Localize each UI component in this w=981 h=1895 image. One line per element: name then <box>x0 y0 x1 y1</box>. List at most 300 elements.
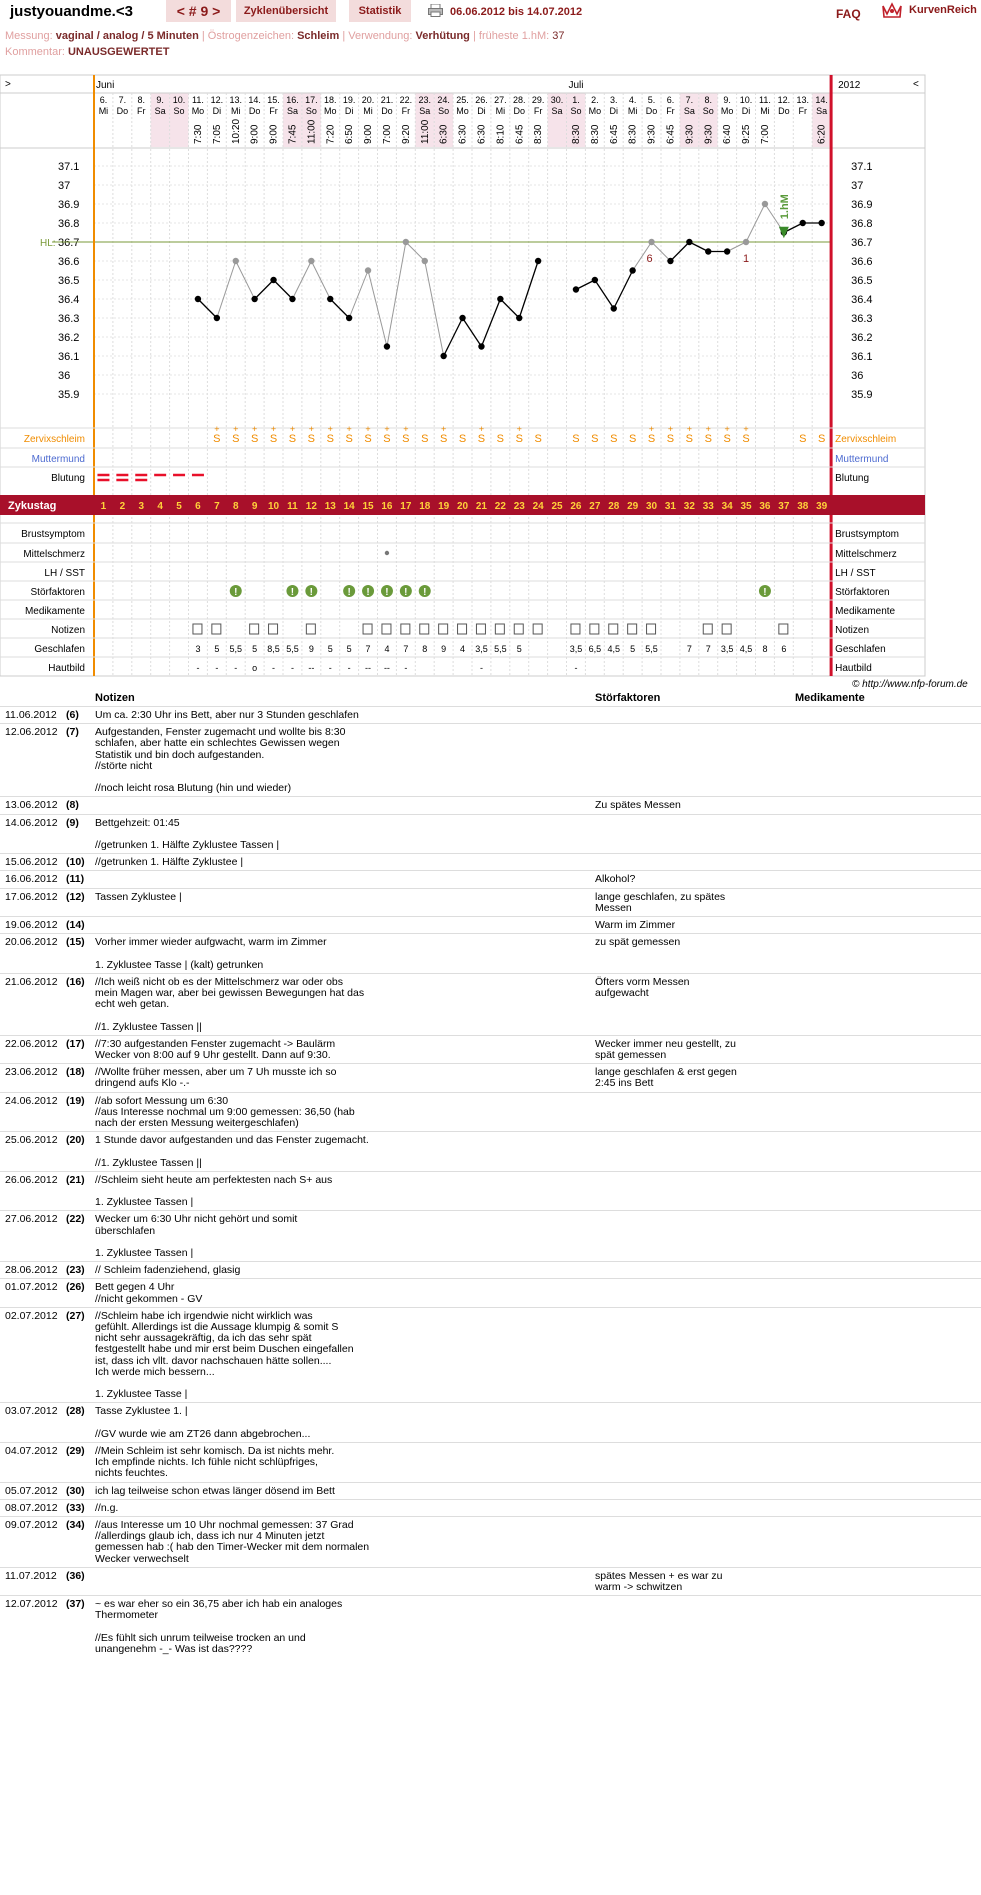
cycle-day-number: 33 <box>702 501 714 512</box>
note-row <box>0 723 981 797</box>
weekday-label: Mo <box>323 106 337 116</box>
cycle-day-number: 27 <box>589 501 601 512</box>
note-icon <box>250 624 259 634</box>
note-day: (17) <box>66 1037 85 1050</box>
time-label: 11:00 <box>306 119 318 144</box>
disturbance-icon-mark: ! <box>366 587 370 598</box>
y-tick-label: 35.9 <box>58 389 80 401</box>
skin-mark: - <box>479 663 483 673</box>
disturbance-icon-mark: ! <box>423 587 427 598</box>
mucus-symbol: S <box>647 433 656 445</box>
weekday-label: Do <box>381 106 393 116</box>
disturbance-icon-mark: ! <box>290 587 295 598</box>
cycle-day-number: 19 <box>438 501 450 512</box>
sleep-hours: 4 <box>460 644 466 654</box>
note-date: 24.06.2012 <box>5 1094 58 1107</box>
note-row <box>0 853 981 871</box>
note-stoerfaktor: Öfters vorm Messen aufgewacht <box>595 975 693 999</box>
note-row <box>0 1442 981 1483</box>
note-stoerfaktor: zu spät gemessen <box>595 936 681 949</box>
cycle-day-number: 32 <box>683 501 695 512</box>
weekday-label: Mo <box>720 106 734 116</box>
note-date: 11.07.2012 <box>5 1569 57 1582</box>
sleep-hours: 6,5 <box>588 644 602 654</box>
temp-point <box>459 315 465 321</box>
weekday-label: So <box>173 106 185 116</box>
weekday-label: So <box>438 106 450 116</box>
note-icon <box>212 624 221 634</box>
note-day: (12) <box>66 890 85 903</box>
time-label: 7:00 <box>381 124 393 144</box>
mucus-symbol: S <box>288 433 297 445</box>
y-tick-label-right: 35.9 <box>851 389 873 401</box>
mucus-symbol: S <box>685 433 694 445</box>
weekday-label: Fr <box>401 106 411 116</box>
time-label: 6:30 <box>476 124 488 144</box>
y-tick-label: 36.2 <box>58 332 80 344</box>
weekday-label: Fr <box>269 106 278 116</box>
mucus-plus: + <box>403 424 409 434</box>
disturbance-icon-mark: ! <box>309 587 314 598</box>
weekday-label: Sa <box>419 106 431 116</box>
time-label: 8:30 <box>589 124 601 144</box>
mucus-plus: + <box>478 424 485 434</box>
note-date: 20.06.2012 <box>5 936 58 949</box>
mucus-symbol: S <box>232 433 240 445</box>
note-icon <box>647 624 656 634</box>
row-label-geschlafen: Geschlafen <box>34 644 85 655</box>
time-label: 9:00 <box>249 124 261 144</box>
y-tick-label: 36.3 <box>58 313 80 325</box>
date-label: 4. <box>628 95 637 105</box>
note-icon <box>703 624 712 634</box>
y-tick-label: 37.1 <box>58 161 80 173</box>
row-label-muttermund: Muttermund <box>31 454 85 465</box>
row-label-right-schleim: Zervixschleim <box>835 434 897 445</box>
note-row <box>0 1131 981 1172</box>
temp-point <box>592 277 598 283</box>
messung-value: vaginal / analog / 5 Minuten <box>55 30 199 42</box>
y-tick-label: 36.6 <box>58 256 80 268</box>
date-label: 6. <box>666 95 675 105</box>
note-day: (15) <box>66 936 85 949</box>
weekday-label: Sa <box>286 106 298 116</box>
row-label-zyklustag: Zykustag <box>8 500 57 512</box>
note-text: //Schleim sieht heute am perfektesten nach S+ aus 1. Zyklustee Tassen | <box>95 1173 333 1209</box>
row-label-right-blutung: Blutung <box>835 473 870 484</box>
note-stoerfaktor: Warm im Zimmer <box>595 919 676 931</box>
mucus-symbol: S <box>345 433 353 445</box>
mucus-symbol: S <box>439 433 448 445</box>
weekday-label: Mi <box>363 106 373 116</box>
kommentar-label: Kommentar: <box>5 46 65 58</box>
time-label: 9:00 <box>363 124 375 144</box>
cycle-day-number: 6 <box>195 501 201 512</box>
time-label: 6:45 <box>608 124 620 144</box>
y-tick-label-right: 36.3 <box>851 313 873 325</box>
mucus-symbol: S <box>799 433 807 445</box>
temp-point <box>648 239 654 245</box>
note-date: 12.06.2012 <box>5 726 58 739</box>
note-day: (14) <box>66 919 85 931</box>
sleep-hours: 3,5 <box>569 644 583 654</box>
note-icon <box>533 624 542 634</box>
note-day: (33) <box>66 1501 85 1514</box>
sleep-hours: 4,5 <box>739 644 753 654</box>
date-label: 10. <box>739 95 753 105</box>
temp-point <box>384 343 390 349</box>
cycle-day-number: 24 <box>532 501 544 512</box>
sleep-hours: 7 <box>403 644 409 654</box>
note-day: (28) <box>66 1405 85 1418</box>
date-label: 14. <box>248 95 261 105</box>
cycle-day-number: 16 <box>381 501 393 512</box>
mucus-symbol: S <box>402 433 410 445</box>
skin-mark: -- <box>308 663 315 673</box>
nav-left-arrow: > <box>5 79 11 90</box>
date-label: 10. <box>172 95 186 105</box>
cycle-day-number: 7 <box>214 501 220 512</box>
temp-point <box>724 248 730 254</box>
weekday-label: Do <box>645 106 658 116</box>
skin-mark: o <box>252 663 258 673</box>
weekday-label: Mi <box>627 106 638 116</box>
note-date: 11.06.2012 <box>5 709 57 721</box>
cycle-nav-tab[interactable]: < # 9 > <box>166 0 231 22</box>
mucus-plus: + <box>289 424 296 434</box>
skin-mark: - <box>328 663 332 673</box>
note-row <box>0 814 981 855</box>
note-row <box>0 888 981 917</box>
weekday-label: Fr <box>798 106 807 116</box>
mucus-symbol: S <box>817 433 826 445</box>
date-label: 7. <box>118 95 127 105</box>
note-day: (34) <box>66 1519 85 1531</box>
note-icon <box>476 624 485 634</box>
brand-name[interactable]: KurvenReich <box>909 4 977 16</box>
sleep-hours: 7 <box>686 644 692 654</box>
y-tick-label: 36.7 <box>58 237 80 249</box>
date-label: 7. <box>685 95 694 105</box>
date-label: 23. <box>418 95 432 105</box>
sleep-hours: 5 <box>516 644 522 654</box>
note-date: 03.07.2012 <box>5 1405 58 1418</box>
date-range: 06.06.2012 bis 14.07.2012 <box>450 6 583 18</box>
copyright: © http://www.nfp-forum.de <box>852 679 968 690</box>
note-day: (6) <box>66 709 79 721</box>
time-label: 9:25 <box>741 124 753 144</box>
month-label: Juni <box>96 80 115 91</box>
cycle-day-number: 2 <box>119 501 126 512</box>
weekday-label: Do <box>248 106 261 116</box>
row-label-stoerfaktoren: Störfaktoren <box>30 587 85 598</box>
mucus-plus: + <box>705 424 711 434</box>
note-date: 08.07.2012 <box>5 1501 58 1514</box>
temp-point <box>346 315 352 321</box>
cycle-overview-tab[interactable]: Zyklenübersicht <box>236 0 336 22</box>
weekday-label: Fr <box>666 106 675 116</box>
row-label-blutung: Blutung <box>51 473 85 484</box>
time-label: 8:30 <box>627 124 639 144</box>
cycle-day-number: 35 <box>740 501 752 512</box>
cycle-day-number: 39 <box>816 501 828 512</box>
note-icon <box>609 624 618 634</box>
sleep-hours: 9 <box>308 644 314 654</box>
cycle-day-number: 34 <box>721 501 733 512</box>
weekday-label: Fr <box>137 106 146 116</box>
y-tick-label: 36.1 <box>58 351 80 363</box>
temp-point <box>365 267 371 273</box>
note-icon <box>590 624 599 634</box>
weekday-label: Mi <box>231 106 241 116</box>
date-label: 6. <box>99 95 108 105</box>
note-row <box>0 933 981 974</box>
disturbance-icon-mark: ! <box>385 587 389 598</box>
cycle-day-number: 5 <box>176 501 182 512</box>
skin-mark: - <box>290 663 294 673</box>
temp-point <box>440 353 446 359</box>
time-label: 6:45 <box>665 124 677 144</box>
weekday-label: Mo <box>588 106 602 116</box>
note-text: //n.g. <box>95 1501 119 1514</box>
note-day: (7) <box>66 726 79 739</box>
note-text: ~ es war eher so ein 36,75 aber ich hab ein analoges Thermometer //Es fühlt sich unrum teilweise trocken an und unangenehm -_- Was ist das???? <box>95 1598 343 1655</box>
note-row <box>0 1307 981 1404</box>
cycle-day-number: 4 <box>157 501 163 512</box>
row-label-right-muttermund: Muttermund <box>835 454 889 465</box>
sleep-hours: 4 <box>384 644 390 654</box>
mucus-plus: + <box>648 424 655 434</box>
cycle-chart <box>0 0 981 690</box>
note-row <box>0 1595 981 1658</box>
weekday-label: Di <box>212 106 222 116</box>
note-icon <box>420 624 429 634</box>
weekday-label: Mo <box>456 106 469 116</box>
y-tick-label-right: 36.8 <box>851 218 873 230</box>
temp-point <box>573 286 579 292</box>
cycle-day-number: 30 <box>645 501 658 512</box>
cycle-day-number: 38 <box>797 501 809 512</box>
note-date: 09.07.2012 <box>5 1519 58 1531</box>
oestrogen-label: Östrogenzeichen: <box>207 30 294 42</box>
note-row <box>0 1278 981 1307</box>
note-row <box>0 916 981 934</box>
note-day: (30) <box>66 1484 85 1497</box>
note-day: (9) <box>66 816 79 829</box>
time-label: 9:30 <box>703 124 715 144</box>
mucus-plus: + <box>327 424 333 434</box>
temp-point <box>743 239 749 245</box>
row-label-schleim: Zervixschleim <box>23 434 85 445</box>
note-date: 26.06.2012 <box>5 1173 58 1186</box>
mucus-symbol: S <box>364 433 372 445</box>
weekday-label: Mi <box>760 106 770 116</box>
row-label-right-stoerfaktoren: Störfaktoren <box>835 587 890 598</box>
note-date: 16.06.2012 <box>5 873 58 886</box>
weekday-label: Di <box>741 106 751 116</box>
date-label: 24. <box>437 95 450 105</box>
row-label-right-medikamente: Medikamente <box>835 606 896 617</box>
mucus-plus: + <box>743 424 749 434</box>
note-icon <box>779 624 788 634</box>
mucus-symbol: S <box>383 433 391 445</box>
note-date: 19.06.2012 <box>5 919 58 931</box>
statistics-tab[interactable]: Statistik <box>349 0 411 22</box>
note-row <box>0 1171 981 1212</box>
note-text: Aufgestanden, Fenster zugemacht und wollte bis 8:30 schlafen, aber hatte ein schlechtes Gewissen wegen Statistik und bin doch aufgestanden. //störte nicht //noch leicht rosa Blutung (hin und wieder) <box>95 726 346 795</box>
weekday-label: So <box>305 106 317 116</box>
note-date: 15.06.2012 <box>5 856 58 869</box>
note-date: 05.07.2012 <box>5 1484 58 1497</box>
y-tick-label: 36.9 <box>58 199 80 211</box>
note-text: Vorher immer wieder aufgwacht, warm im Zimmer 1. Zyklustee Tasse | (kalt) getrunken <box>95 936 327 971</box>
note-row <box>0 1402 981 1443</box>
month-label: Juli <box>568 80 584 91</box>
sleep-hours: 4,5 <box>607 644 621 654</box>
note-icon <box>269 624 278 634</box>
cycle-day-number: 1 <box>100 501 107 512</box>
y-tick-label: 36.4 <box>58 294 80 306</box>
note-icon <box>382 624 391 634</box>
note-date: 17.06.2012 <box>5 890 58 903</box>
mucus-symbol: S <box>307 433 316 445</box>
note-date: 23.06.2012 <box>5 1066 58 1079</box>
note-text: Bett gegen 4 Uhr //nicht gekommen - GV <box>95 1281 203 1305</box>
nav-right-arrow: < <box>913 79 919 90</box>
time-label: 8:10 <box>495 124 507 144</box>
cycle-day-number: 29 <box>627 501 639 512</box>
note-day: (20) <box>66 1134 85 1147</box>
skin-mark: - <box>574 663 578 673</box>
time-label: 7:30 <box>192 124 204 144</box>
date-label: 2. <box>591 95 599 105</box>
sleep-hours: 5 <box>214 644 220 654</box>
note-text: //Wollte früher messen, aber um 7 Uh musste ich so dringend aufs Klo -.- <box>95 1066 337 1090</box>
cycle-day-number: 22 <box>494 501 506 512</box>
note-day: (21) <box>66 1173 85 1186</box>
sleep-hours: 5,5 <box>229 644 243 654</box>
mucus-symbol: S <box>477 433 486 445</box>
sleep-hours: 3,5 <box>475 644 488 654</box>
note-day: (10) <box>66 856 85 869</box>
mucus-plus: + <box>252 424 258 434</box>
mucus-symbol: S <box>610 433 618 445</box>
note-icon <box>363 624 372 634</box>
faq-link[interactable]: FAQ <box>836 7 861 21</box>
row-label-right-geschlafen: Geschlafen <box>835 644 886 655</box>
mucus-plus: + <box>516 424 522 434</box>
date-label: 21. <box>380 95 394 105</box>
temp-point <box>214 315 220 321</box>
temp-point <box>800 220 806 226</box>
mucus-plus: + <box>724 424 730 434</box>
note-icon <box>495 624 504 634</box>
note-stoerfaktor: lange geschlafen, zu spätes Messen <box>595 890 726 914</box>
note-text: Bettgehzeit: 01:45 //getrunken 1. Hälfte Zyklustee Tassen | <box>95 816 280 851</box>
note-icon <box>439 624 448 634</box>
mucus-symbol: S <box>269 433 278 445</box>
row-label-medikamente: Medikamente <box>24 606 85 617</box>
mucus-symbol: S <box>572 433 580 445</box>
weekday-label: So <box>570 106 582 116</box>
weekday-label: Do <box>778 106 790 116</box>
note-text: // Schleim fadenziehend, glasig <box>95 1264 241 1277</box>
cycle-day-number: 31 <box>664 501 677 512</box>
sleep-hours: 7 <box>705 644 711 654</box>
temp-point <box>762 201 768 207</box>
disturbance-icon-mark: ! <box>347 587 351 598</box>
cycle-day-number: 14 <box>343 501 355 512</box>
temp-point <box>233 258 239 264</box>
note-icon <box>628 624 637 634</box>
skin-mark: - <box>196 663 200 673</box>
note-text: 1 Stunde davor aufgestanden und das Fenster zugemacht. //1. Zyklustee Tassen || <box>95 1134 369 1169</box>
note-row <box>0 1261 981 1279</box>
note-text: //aus Interesse um 10 Uhr nochmal gemessen: 37 Grad //allerdings glaub ich, dass ich nur 4 Minuten jetzt gemessen hab :( hab den Timer-Wecker mit dem normalen Wecker verwechselt <box>95 1519 370 1565</box>
cycle-day-number: 36 <box>759 501 771 512</box>
hl-label: HL: <box>40 238 56 249</box>
verwendung-value: Verhütung <box>415 30 470 42</box>
date-label: 9. <box>156 95 164 105</box>
y-tick-label: 36.8 <box>58 218 80 230</box>
note-row <box>0 1035 981 1064</box>
temp-point <box>611 305 617 311</box>
time-label: 9:00 <box>268 124 280 144</box>
temp-point <box>818 220 824 226</box>
sleep-hours: 5,5 <box>645 644 658 654</box>
weekday-label: Mi <box>495 106 506 116</box>
time-label: 6:30 <box>457 124 469 144</box>
mucus-symbol: S <box>250 433 259 445</box>
note-text: //getrunken 1. Hälfte Zyklustee | <box>95 856 244 869</box>
sleep-hours: 5 <box>252 644 258 654</box>
mucus-plus: + <box>384 424 390 434</box>
temp-point <box>195 296 201 302</box>
measurement-info: Messung: vaginal / analog / 5 Minuten | Östrogenzeichen: Schleim | Verwendung: Verhütung | früheste 1.hM: 37 <box>5 30 565 42</box>
y-tick-label: 36 <box>58 370 71 382</box>
row-label-right-hautbild: Hautbild <box>835 663 872 674</box>
weekday-label: Fr <box>533 106 543 116</box>
y-tick-label: 37 <box>58 180 71 192</box>
time-label: 7:45 <box>287 124 299 144</box>
weekday-label: Sa <box>551 106 563 116</box>
mucus-plus: + <box>686 424 692 434</box>
notes-header-medikamente: Medikamente <box>795 692 865 704</box>
sleep-hours: 8 <box>762 644 768 654</box>
count-marker-1: 1 <box>743 253 750 265</box>
note-row <box>0 1499 981 1517</box>
mucus-symbol: S <box>742 433 750 445</box>
date-label: 26. <box>475 95 488 105</box>
date-label: 18. <box>323 95 337 105</box>
skin-mark: - <box>347 663 351 673</box>
temp-point <box>270 277 276 283</box>
weekday-label: Sa <box>816 106 828 116</box>
verwendung-label: Verwendung: <box>348 30 413 42</box>
note-date: 22.06.2012 <box>5 1037 58 1050</box>
row-label-right-brustsymptom: Brustsymptom <box>835 529 900 540</box>
mucus-symbol: S <box>515 433 523 445</box>
mucus-plus: + <box>214 424 220 434</box>
frueheste-value: 37 <box>552 30 565 42</box>
row-label-lh-sst: LH / SST <box>44 568 85 579</box>
note-day: (26) <box>66 1281 85 1294</box>
weekday-label: Mo <box>191 106 205 116</box>
note-row <box>0 796 981 814</box>
note-day: (16) <box>66 975 85 988</box>
y-tick-label-right: 36.7 <box>851 237 873 249</box>
note-text: ich lag teilweise schon etwas länger dösend im Bett <box>95 1484 335 1497</box>
